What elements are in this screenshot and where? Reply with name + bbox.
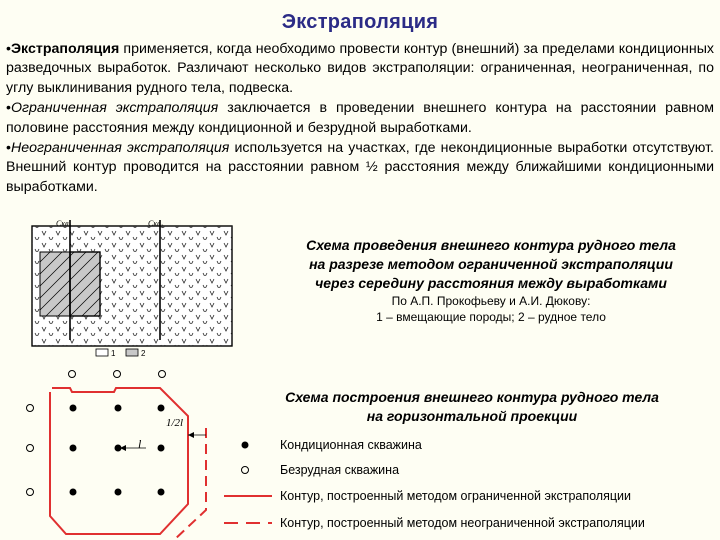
slide-title: Экстраполяция xyxy=(281,11,439,33)
conditional-borehole-icon xyxy=(158,445,165,452)
legend-item-limited-contour xyxy=(222,485,720,507)
paragraph-limited xyxy=(6,99,714,138)
solid-line-icon xyxy=(222,485,274,507)
caption-line: через середину расстояния между выработками xyxy=(315,275,667,291)
paragraph-unlimited xyxy=(6,139,714,197)
legend-ore-swatch xyxy=(126,349,138,356)
conditional-borehole-icon xyxy=(115,405,122,412)
section-figure xyxy=(26,216,238,366)
bullet: • xyxy=(6,41,11,57)
paragraph-text: заключается в проведении внешнего контура на расстоянии равном половине расстояния между кондиционной и безрудной выработками. xyxy=(6,100,714,136)
unlimited-contour xyxy=(174,428,206,540)
plan-figure xyxy=(10,364,220,540)
legend-label: Контур, построенный методом неограниченной экстраполяции xyxy=(280,516,645,530)
barren-borehole-icon xyxy=(159,371,166,378)
conditional-borehole-icon xyxy=(70,445,77,452)
section-caption-source xyxy=(262,294,720,325)
legend-ore-number: 2 xyxy=(141,349,146,358)
filled-dot-icon xyxy=(222,434,274,456)
barren-borehole-icon xyxy=(27,445,34,452)
barren-borehole-icon xyxy=(27,405,34,412)
plan-legend xyxy=(222,434,720,540)
conditional-boreholes xyxy=(70,405,165,496)
bullet: • xyxy=(6,100,11,117)
legend-host-rock-number: 1 xyxy=(111,349,116,358)
legend-item-conditional xyxy=(222,434,720,456)
barren-borehole-icon xyxy=(69,371,76,378)
conditional-borehole-icon xyxy=(115,489,122,496)
borehole-1-label: Скв₁ xyxy=(56,219,72,228)
borehole-2-label: Скв₂ xyxy=(148,219,164,228)
legend-item-barren xyxy=(222,459,720,481)
caption-line: Схема построения внешнего контура рудного тела xyxy=(285,389,659,405)
legend-label: Кондиционная скважина xyxy=(280,438,422,452)
body-text xyxy=(6,40,714,198)
paragraph-text: применяется, когда необходимо провести контур (внешний) за пределами кондиционных разведочных выработок. Различают несколько видов экстраполяции: ограниченная, неограниченная, по углу выклинивания рудного тела, подвеска. xyxy=(6,41,714,96)
term-unlimited: Неограниченная экстраполяция xyxy=(10,140,230,157)
conditional-borehole-icon xyxy=(158,489,165,496)
term-extrapolation: Экстраполяция xyxy=(10,41,120,57)
half-distance-label: 1/2l xyxy=(166,417,184,429)
barren-borehole-icon xyxy=(114,371,121,378)
term-limited: Ограниченная экстраполяция xyxy=(10,100,219,117)
caption-line: Схема проведения внешнего контура рудного тела xyxy=(306,237,676,253)
open-circle-icon xyxy=(222,459,274,481)
conditional-borehole-icon xyxy=(158,405,165,412)
caption-line: на разрезе методом ограниченной экстраполяции xyxy=(309,256,673,272)
source-line: 1 – вмещающие породы; 2 – рудное тело xyxy=(376,309,606,324)
plan-caption xyxy=(268,388,676,426)
source-line: По А.П. Прокофьеву и А.И. Дюкову: xyxy=(391,294,591,308)
legend-label: Контур, построенный методом ограниченной экстраполяции xyxy=(280,489,631,503)
paragraph-text: используется на участках, где некондиционные выработки отсутствуют. Внешний контур проводится на расстоянии равном ½ расстояния между ближайшими кондиционными выработками. xyxy=(6,140,714,195)
conditional-borehole-icon xyxy=(70,489,77,496)
conditional-borehole-icon xyxy=(70,405,77,412)
distance-label: l xyxy=(138,437,142,451)
legend-label: Безрудная скважина xyxy=(280,463,400,477)
bullet: • xyxy=(6,140,11,157)
paragraph-extrapolation xyxy=(6,40,714,98)
section-caption xyxy=(262,236,720,293)
barren-boreholes xyxy=(27,371,166,496)
barren-borehole-icon xyxy=(27,489,34,496)
dashed-line-icon xyxy=(222,512,274,534)
arrow-icon xyxy=(120,445,126,451)
legend-host-rock-swatch xyxy=(96,349,108,356)
caption-line: на горизонтальной проекции xyxy=(366,408,578,424)
legend-item-unlimited-contour xyxy=(222,512,720,534)
